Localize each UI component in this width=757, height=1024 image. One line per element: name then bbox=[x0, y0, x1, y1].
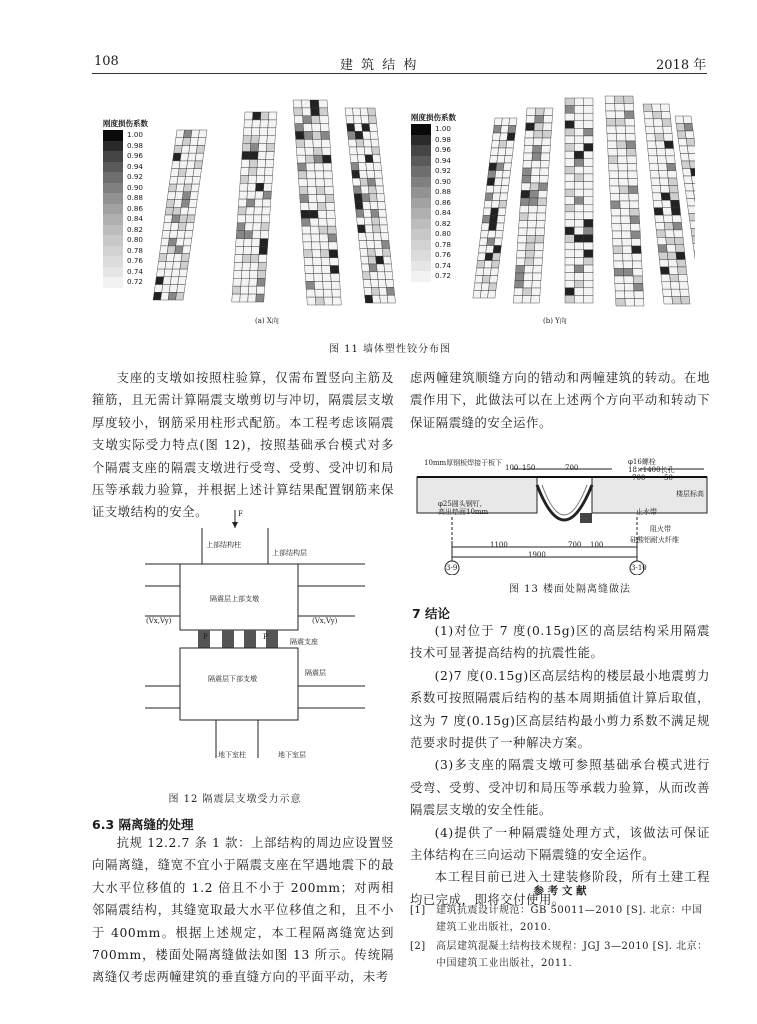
bearing-label: 隔震支座 bbox=[290, 638, 318, 646]
wall-tower bbox=[565, 98, 593, 303]
legend-value: 0.96 bbox=[435, 145, 452, 154]
basement-column-label: 地下室柱 bbox=[218, 751, 246, 759]
legend-value: 0.74 bbox=[127, 266, 144, 276]
dim-700-top: 700 bbox=[565, 464, 579, 472]
dim-50-right: 50 bbox=[664, 474, 673, 482]
figure-12-caption: 图 12 隔震层支墩受力示意 bbox=[168, 794, 302, 805]
subcaption-b: (b) Y向 bbox=[543, 317, 567, 325]
legend-value: 0.82 bbox=[127, 224, 144, 234]
year: 2018 年 bbox=[656, 58, 707, 73]
conclusion-2: (2)7 度(0.15g)区高层结构的楼层最小地震剪力系数可按照隔震后结构的基本周期插值计算后取值，这为 7 度(0.15g)区高层结构最小剪力系数不满足规范要求时提供了一种解决方案。 bbox=[410, 668, 710, 751]
upper-column-label: 上部结构柱 bbox=[206, 541, 241, 549]
p-right-label: P bbox=[263, 633, 268, 641]
right-paragraph bbox=[410, 367, 710, 434]
shear-right-label: (Vx,Vy) bbox=[312, 617, 338, 625]
section-6-3-body bbox=[92, 832, 394, 989]
wall-tower bbox=[153, 130, 207, 300]
conclusions bbox=[410, 620, 710, 911]
lower-pier-label: 隔震层下部支墩 bbox=[208, 675, 257, 683]
legend-value: 0.84 bbox=[127, 214, 144, 223]
towers-y-direction bbox=[473, 96, 695, 306]
legend-value: 0.86 bbox=[127, 203, 144, 213]
legend-value: 0.84 bbox=[435, 208, 452, 217]
towers-x-direction bbox=[153, 100, 395, 305]
legend-value: 0.98 bbox=[435, 134, 452, 144]
legend-value: 0.88 bbox=[127, 193, 144, 202]
wall-tower bbox=[473, 118, 517, 298]
legend-value: 0.94 bbox=[435, 155, 452, 165]
wall-tower bbox=[513, 108, 553, 303]
section-7-title: 7 结论 bbox=[412, 606, 451, 621]
legend-value: 0.76 bbox=[127, 256, 144, 265]
dim-150-top: 150 bbox=[522, 464, 536, 472]
section-6-3-text: 抗规 12.2.7 条 1 款：上部结构的周边应设置竖向隔离缝，缝宽不宜小于隔震支座在罕遇地震下的最大水平位移值的 1.2 倍且不小于 200mm；对两相邻隔震结构，其缝宽取最大水平位移值之和，且不小于 400mm。根据上述规定，本工程隔离缝宽达到 700mm，楼面处隔离缝做法如图 13 所示。传统隔离缝仅考虑两幢建筑的垂直缝方向的平面平动，未考 bbox=[92, 836, 394, 985]
reference-1-text: 建筑抗震设计规范：GB 50011—2010 [S]. 北京：中国建筑工业出版社，2010. bbox=[436, 905, 703, 933]
references-title: 参 考 文 献 bbox=[533, 885, 587, 897]
waterstop-label: 止水带 bbox=[636, 508, 657, 516]
dim-700-right: 700 bbox=[632, 474, 646, 482]
dim-1900: 1900 bbox=[528, 551, 546, 559]
wall-tower bbox=[345, 108, 395, 303]
upper-pier-label: 隔震层上部支墩 bbox=[210, 595, 259, 603]
p-left-label: P bbox=[203, 633, 208, 641]
floor-level-label: 楼层标高 bbox=[676, 490, 704, 498]
slot-label: 18×1400长孔 bbox=[628, 466, 675, 474]
legend-value: 1.00 bbox=[127, 130, 144, 139]
iso-layer-label: 隔震层 bbox=[305, 669, 326, 677]
legend-value: 0.78 bbox=[127, 245, 144, 255]
legend-value: 0.72 bbox=[127, 277, 144, 286]
legend-value: 0.80 bbox=[435, 229, 452, 238]
dim-100-top: 100 bbox=[505, 464, 519, 472]
legend-value: 0.88 bbox=[435, 187, 452, 196]
legend-value: 0.86 bbox=[435, 197, 452, 207]
reference-2-text: 高层建筑混凝土结构技术规程：JGJ 3—2010 [S]. 北京：中国建筑工业出版社，2011. bbox=[436, 941, 708, 969]
rod-label-2: 高出垫面10mm bbox=[438, 508, 489, 516]
legend-value: 0.78 bbox=[435, 239, 452, 249]
fiber-label: 硅酸铝耐火纤维 bbox=[630, 536, 679, 544]
legend-title-b: 刚度损伤系数 bbox=[411, 113, 456, 122]
left-paragraph-text: 支座的支墩如按照柱验算，仅需布置竖向主筋及箍筋，且无需计算隔震支墩剪切与冲切，隔震层支墩厚度较小，钢筋采用柱形式配筋。本工程考虑该隔震支墩实际受力特点(图 12)，按照基础承台模式对多个隔震支座的隔震支墩进行受弯、受剪、受冲切和局压等承载力验算，并根据上述计算结果配置钢筋来保证支墩结构的安全。 bbox=[92, 371, 394, 520]
rod-label: φ25圆头钢钉, bbox=[438, 500, 483, 508]
legend-value: 0.90 bbox=[127, 182, 144, 192]
subcaption-a: (a) X向 bbox=[255, 317, 279, 325]
conclusion-1: (1)对位于 7 度(0.15g)区的高层结构采用隔震技术可显著提高结构的抗震性能。 bbox=[410, 624, 710, 661]
legend-value: 0.76 bbox=[435, 250, 452, 259]
legend-value: 0.72 bbox=[435, 271, 452, 280]
wall-tower bbox=[293, 100, 341, 305]
legend-value: 0.92 bbox=[127, 172, 144, 181]
legend-value: 0.98 bbox=[127, 140, 144, 150]
section-6-3-title: 6.3 隔离缝的处理 bbox=[92, 817, 194, 832]
legend-title-a: 刚度损伤系数 bbox=[103, 119, 148, 128]
journal-title: 建 筑 结 构 bbox=[340, 58, 419, 73]
dim-1100: 1100 bbox=[490, 541, 508, 549]
figure-11-caption: 图 11 墙体塑性铰分布图 bbox=[328, 344, 452, 355]
axis-left-label: 3-9 bbox=[446, 564, 458, 572]
right-paragraph-text: 虑两幢建筑顺缝方向的错动和两幢建筑的转动。在地震作用下，此做法可以在上述两个方向平动和转动下保证隔震缝的安全运作。 bbox=[410, 371, 710, 430]
page-number: 108 bbox=[94, 54, 119, 69]
axis-right-label: 3-10 bbox=[631, 564, 647, 572]
firestop-label: 阻火带 bbox=[650, 525, 671, 533]
force-label: F bbox=[238, 510, 243, 518]
basement-layer-label: 地下室层 bbox=[278, 751, 306, 759]
conclusion-3: (3)多支座的隔震支墩可参照基础承台模式进行受弯、受剪、受冲切和局压等承载力验算，从而改善隔震层支墩的安全性能。 bbox=[410, 758, 710, 818]
legend-value: 1.00 bbox=[435, 124, 452, 133]
dim-100-bottom: 100 bbox=[590, 541, 604, 549]
reference-1-num: [1] bbox=[410, 905, 426, 916]
dim-700-bottom: 700 bbox=[568, 541, 582, 549]
shear-left-label: (Vx,Vy) bbox=[146, 617, 172, 625]
legend-value: 0.80 bbox=[127, 235, 144, 244]
conclusion-5: 本工程目前已进入土建装修阶段，所有土建工程均已完成，即将交付使用。 bbox=[410, 870, 710, 907]
plate-label: 10mm厚钢板焊接于板下 bbox=[424, 459, 503, 467]
legend-value: 0.74 bbox=[435, 260, 452, 270]
wall-hinge-plots bbox=[95, 90, 695, 335]
wall-tower bbox=[232, 112, 277, 302]
reference-1 bbox=[410, 902, 710, 936]
conclusion-4: (4)提供了一种隔震缝处理方式，该做法可保证主体结构在三向运动下隔震缝的安全运作。 bbox=[410, 825, 710, 863]
legend-value: 0.96 bbox=[127, 151, 144, 160]
legend-value: 0.92 bbox=[435, 166, 452, 175]
reference-2-num: [2] bbox=[410, 941, 426, 952]
legend-value: 0.82 bbox=[435, 218, 452, 228]
bolt-label: φ16螺栓 bbox=[628, 458, 656, 466]
figure-11 bbox=[95, 90, 695, 335]
figure-13-caption: 图 13 楼面处隔离缝做法 bbox=[508, 584, 632, 595]
figure-12-diagram bbox=[140, 508, 370, 778]
upper-layer-label: 上部结构层 bbox=[272, 549, 307, 557]
legend-value: 0.90 bbox=[435, 176, 452, 186]
reference-2 bbox=[410, 938, 710, 972]
wall-tower bbox=[605, 96, 644, 306]
left-paragraph bbox=[92, 367, 394, 524]
legend-value: 0.94 bbox=[127, 161, 144, 171]
header-rule bbox=[92, 73, 707, 74]
